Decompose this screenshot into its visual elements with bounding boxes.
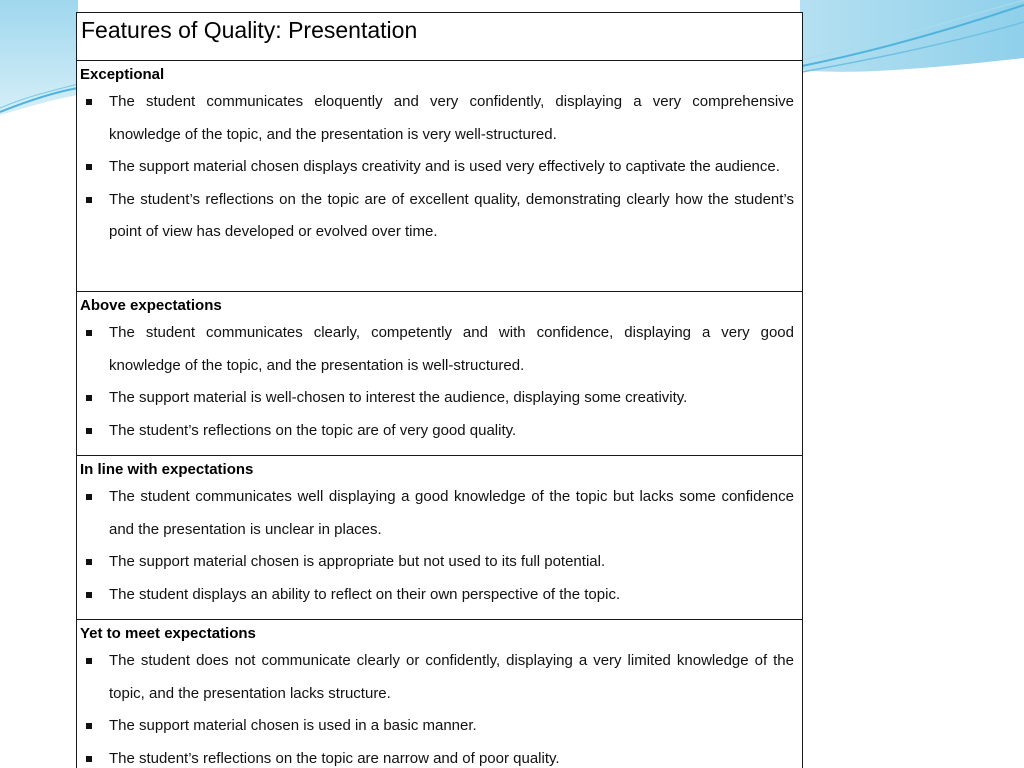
square-bullet-icon [86, 494, 92, 500]
criterion-item [80, 743, 794, 768]
section-heading: Exceptional [80, 66, 165, 83]
square-bullet-icon [86, 723, 92, 729]
section-yet-to-meet-expectations [77, 620, 802, 768]
criteria-list [80, 645, 794, 768]
criterion-text: The student displays an ability to reflect on their own perspective of the topic. [109, 585, 621, 603]
square-bullet-icon [86, 592, 92, 598]
criterion-item [80, 184, 794, 249]
criterion-item [80, 710, 794, 743]
rubric-table [76, 12, 803, 768]
criterion-item [80, 317, 794, 382]
section-above-expectations [77, 292, 802, 456]
criterion-item [80, 645, 794, 710]
criteria-list [80, 86, 794, 249]
criterion-item [80, 579, 794, 612]
criteria-list [80, 317, 794, 447]
square-bullet-icon [86, 330, 92, 336]
criterion-text: The support material is well-chosen to interest the audience, displaying some creativity. [109, 389, 688, 406]
criteria-list [80, 481, 794, 611]
criterion-text: The student’s reflections on the topic are narrow and of poor quality. [109, 749, 560, 767]
criterion-text: The student communicates clearly, competently and with confidence, displaying a very good knowledge of the topic, and the presentation is well-structured. [109, 324, 794, 374]
criterion-text: The support material chosen is used in a basic manner. [109, 717, 477, 734]
criterion-text: The student’s reflections on the topic are of very good quality. [109, 421, 517, 439]
criterion-item [80, 151, 794, 184]
criterion-item [80, 415, 794, 448]
criterion-item [80, 86, 794, 151]
criterion-text: The student’s reflections on the topic are of excellent quality, demonstrating clearly how the student’s point of view has developed or evolved over time. [109, 190, 794, 240]
criterion-text: The student communicates eloquently and very confidently, displaying a very comprehensive knowledge of the topic, and the presentation is very well-structured. [109, 93, 794, 143]
criterion-item [80, 382, 794, 415]
criterion-item [80, 481, 794, 546]
section-heading: Above expectations [80, 297, 222, 314]
criterion-text: The student communicates well displaying a good knowledge of the topic but lacks some confidence and the presentation is unclear in places. [109, 488, 794, 538]
criterion-text: The support material chosen is appropriate but not used to its full potential. [109, 553, 606, 570]
section-in-line-with-expectations [77, 456, 802, 620]
square-bullet-icon [86, 164, 92, 170]
square-bullet-icon [86, 197, 92, 203]
square-bullet-icon [86, 658, 92, 664]
square-bullet-icon [86, 99, 92, 105]
square-bullet-icon [86, 756, 92, 762]
section-heading: Yet to meet expectations [80, 625, 256, 642]
section-heading: In line with expectations [80, 461, 254, 478]
section-exceptional [77, 61, 802, 292]
square-bullet-icon [86, 559, 92, 565]
criterion-text: The student does not communicate clearly or confidently, displaying a very limited knowledge of the topic, and the presentation lacks structure. [109, 652, 794, 702]
criterion-text: The support material chosen displays creativity and is used very effectively to captivate the audience. [109, 158, 780, 175]
square-bullet-icon [86, 395, 92, 401]
square-bullet-icon [86, 428, 92, 434]
criterion-item [80, 546, 794, 579]
rubric-title: Features of Quality: Presentation [77, 13, 802, 61]
